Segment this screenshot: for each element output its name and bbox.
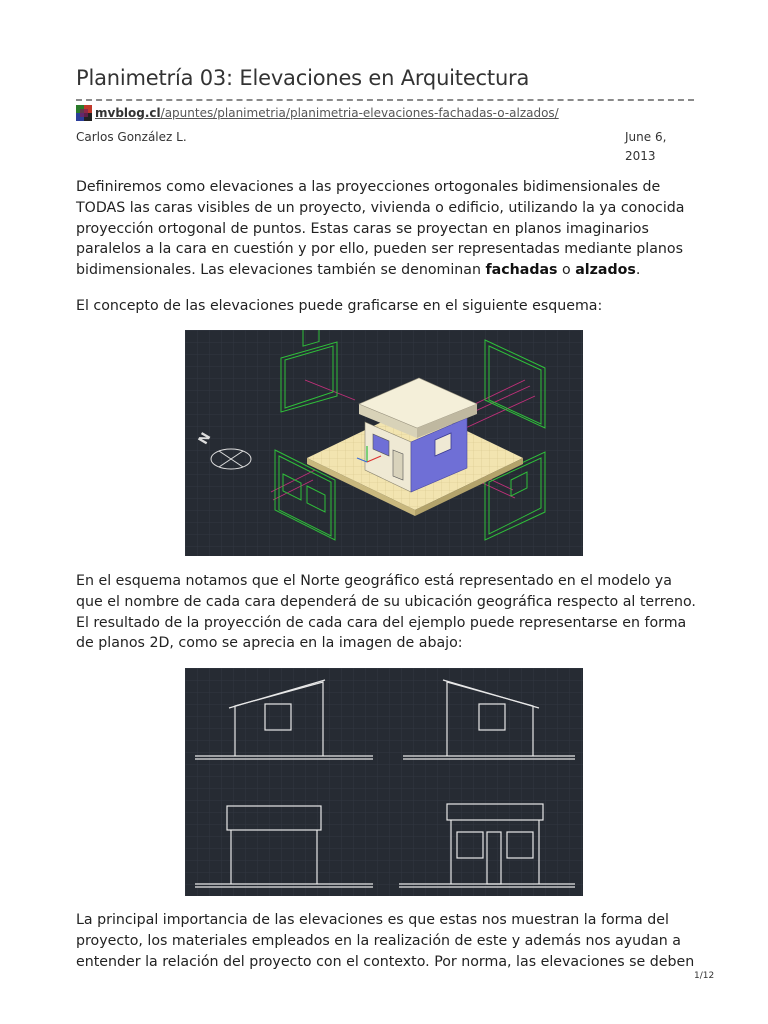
paragraph-text: . xyxy=(635,262,641,279)
title-divider xyxy=(76,99,694,101)
elevations-2d-drawings-figure xyxy=(185,668,583,896)
isometric-elevation-scheme-figure xyxy=(185,330,583,556)
paragraph-importance: La principal importancia de las elevaciones es que estas nos muestran la forma del proyecto, los materiales empleados en la realización de este y además nos ayudan a entender la relación del proyecto con el contexto. Por norma, las elevaciones se deben xyxy=(76,912,695,970)
paragraph-north-note: En el esquema notamos que el Norte geográfico está representado en el modelo ya que el nombre de cada cara dependerá de su ubicación geográfica respecto al terreno. El resultado de la proyección de cada cara del ejemplo puede representarse en forma de planos 2D, como se aprecia en la imagen de abajo: xyxy=(76,573,696,652)
source-domain: mvblog.cl xyxy=(95,106,161,120)
paragraph-text: Definiremos como elevaciones a las proyecciones ortogonales bidimensionales de TODAS las caras visibles de un proyecto, vivienda o edificio, utilizando la ya conocida proyección ortogonal de puntos. Estas caras se proyectan en planos imaginarios paralelos a la cara en cuestión y por ello, pueden ser representadas mediante planos bidimensionales. Las elevaciones también se denominan xyxy=(76,179,685,279)
bold-term-fachadas: fachadas xyxy=(485,262,558,279)
bold-term-alzados: alzados xyxy=(575,262,636,279)
paragraph-definition xyxy=(76,177,696,281)
source-line xyxy=(76,105,559,121)
source-path: /apuntes/planimetria/planimetria-elevaciones-fachadas-o-alzados/ xyxy=(160,106,559,120)
source-link[interactable] xyxy=(95,106,559,120)
author-name: Carlos González L. xyxy=(76,130,187,144)
page-number: 1/12 xyxy=(694,971,715,981)
paragraph-text: o xyxy=(557,262,576,279)
north-label: N xyxy=(195,430,215,448)
page-title: Planimetría 03: Elevaciones en Arquitectura xyxy=(76,66,530,90)
site-favicon-icon xyxy=(76,105,92,121)
publish-date: June 6, 2013 xyxy=(625,130,667,163)
paragraph-concept: El concepto de las elevaciones puede graficarse en el siguiente esquema: xyxy=(76,298,603,314)
